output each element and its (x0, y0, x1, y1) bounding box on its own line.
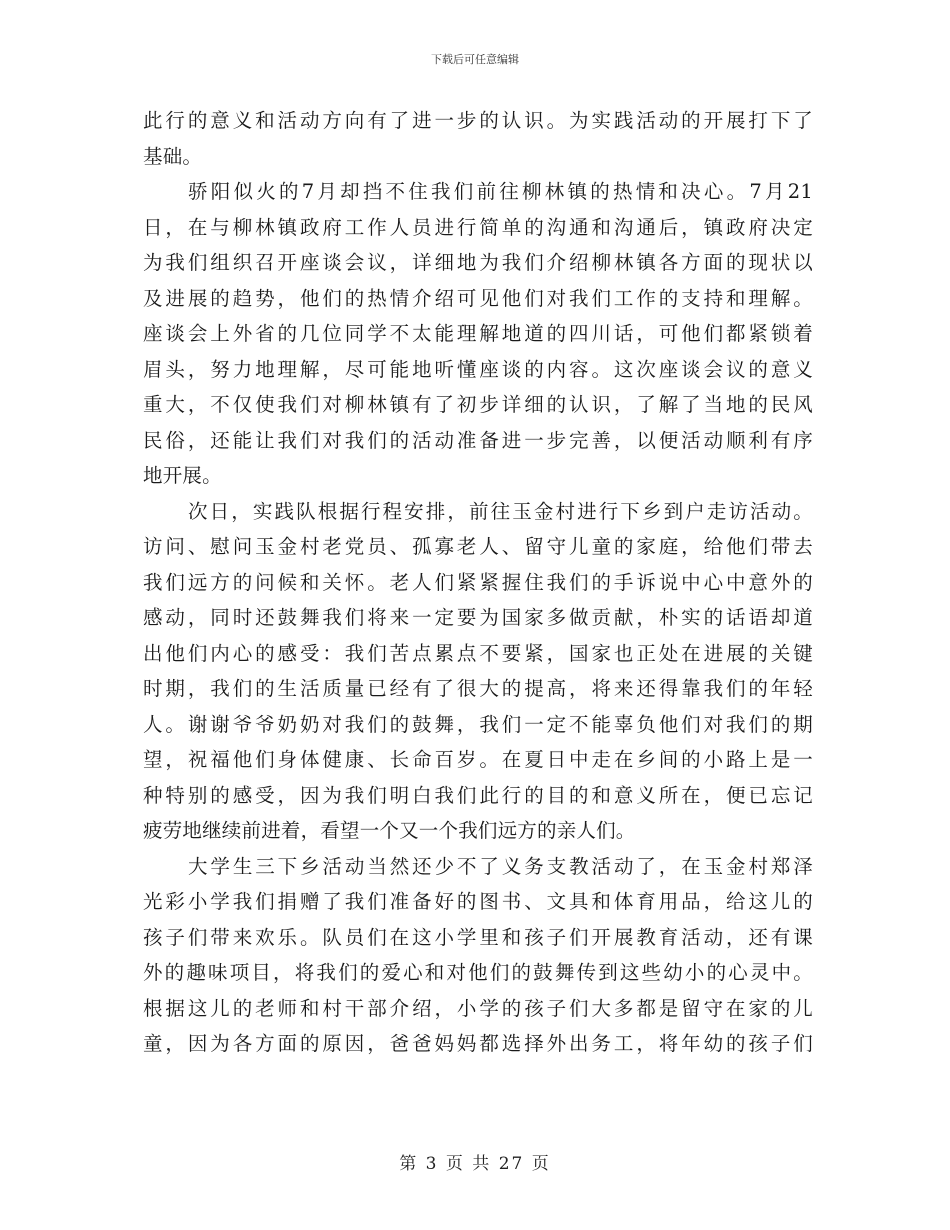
text-line: 重大，不仅使我们对柳林镇有了初步详细的认识，了解了当地的民风 (143, 393, 813, 416)
text-line: 感动，同时还鼓舞我们将来一定要为国家多做贡献，朴实的话语却道 (143, 606, 813, 629)
paragraph (143, 849, 813, 1062)
text-line: 光彩小学我们捐赠了我们准备好的图书、文具和体育用品，给这儿的 (143, 890, 813, 913)
text-line: 我们远方的问候和关怀。老人们紧紧握住我们的手诉说中心中意外的 (143, 570, 813, 594)
text-line: 次日，实践队根据行程安排，前往玉金村进行下乡到户走访活动。 (188, 499, 813, 523)
text-line: 骄阳似火的7月却挡不住我们前往柳林镇的热情和决心。7月21 (188, 180, 813, 203)
text-line: 人。谢谢爷爷奶奶对我们的鼓舞，我们一定不能辜负他们对我们的期 (143, 712, 813, 736)
text-line: 童，因为各方面的原因，爸爸妈妈都选择外出务工，将年幼的孩子们 (143, 1032, 813, 1055)
text-line: 座谈会上外省的几位同学不太能理解地道的四川话，可他们都紧锁着 (143, 322, 813, 345)
text-line: 访问、慰问玉金村老党员、孤寡老人、留守儿童的家庭，给他们带去 (143, 535, 813, 558)
paragraph (143, 174, 813, 494)
text-line: 外的趣味项目，将我们的爱心和对他们的鼓舞传到这些幼小的心灵中。 (143, 961, 813, 984)
text-line: 地开展。 (143, 464, 222, 487)
text-line: 望，祝福他们身体健康、长命百岁。在夏日中走在乡间的小路上是一 (143, 748, 813, 771)
text-line: 为我们组织召开座谈会议，详细地为我们介绍柳林镇各方面的现状以 (143, 251, 813, 274)
text-line: 种特别的感受，因为我们明白我们此行的目的和意义所在，便已忘记 (143, 783, 813, 807)
text-line: 基础。 (143, 144, 203, 168)
paragraph (143, 494, 813, 849)
text-line: 出他们内心的感受：我们苦点累点不要紧，国家也正处在进展的关键 (143, 641, 813, 665)
text-line: 孩子们带来欢乐。队员们在这小学里和孩子们开展教育活动，还有课 (143, 925, 813, 949)
text-line: 此行的意义和活动方向有了进一步的认识。为实践活动的开展打下了 (143, 109, 813, 132)
document-body (143, 103, 813, 1062)
text-line: 疲劳地继续前进着，看望一个又一个我们远方的亲人们。 (143, 819, 636, 842)
paragraph (143, 103, 813, 174)
text-line: 及进展的趋势，他们的热情介绍可见他们对我们工作的支持和理解。 (143, 286, 813, 310)
page-header: 下载后可任意编辑 (431, 53, 519, 66)
page-number: 第 3 页 共 27 页 (399, 1154, 551, 1174)
text-line: 根据这儿的老师和村干部介绍，小学的孩子们大多都是留守在家的儿 (143, 996, 813, 1020)
text-line: 民俗，还能让我们对我们的活动准备进一步完善，以便活动顺利有序 (143, 428, 813, 452)
text-line: 大学生三下乡活动当然还少不了义务支教活动了，在玉金村郑泽 (188, 854, 813, 878)
text-line: 日，在与柳林镇政府工作人员进行简单的沟通和沟通后，镇政府决定 (143, 215, 813, 239)
text-line: 眉头，努力地理解，尽可能地听懂座谈的内容。这次座谈会议的意义 (143, 357, 813, 381)
text-line: 时期，我们的生活质量已经有了很大的提高，将来还得靠我们的年轻 (143, 677, 813, 700)
